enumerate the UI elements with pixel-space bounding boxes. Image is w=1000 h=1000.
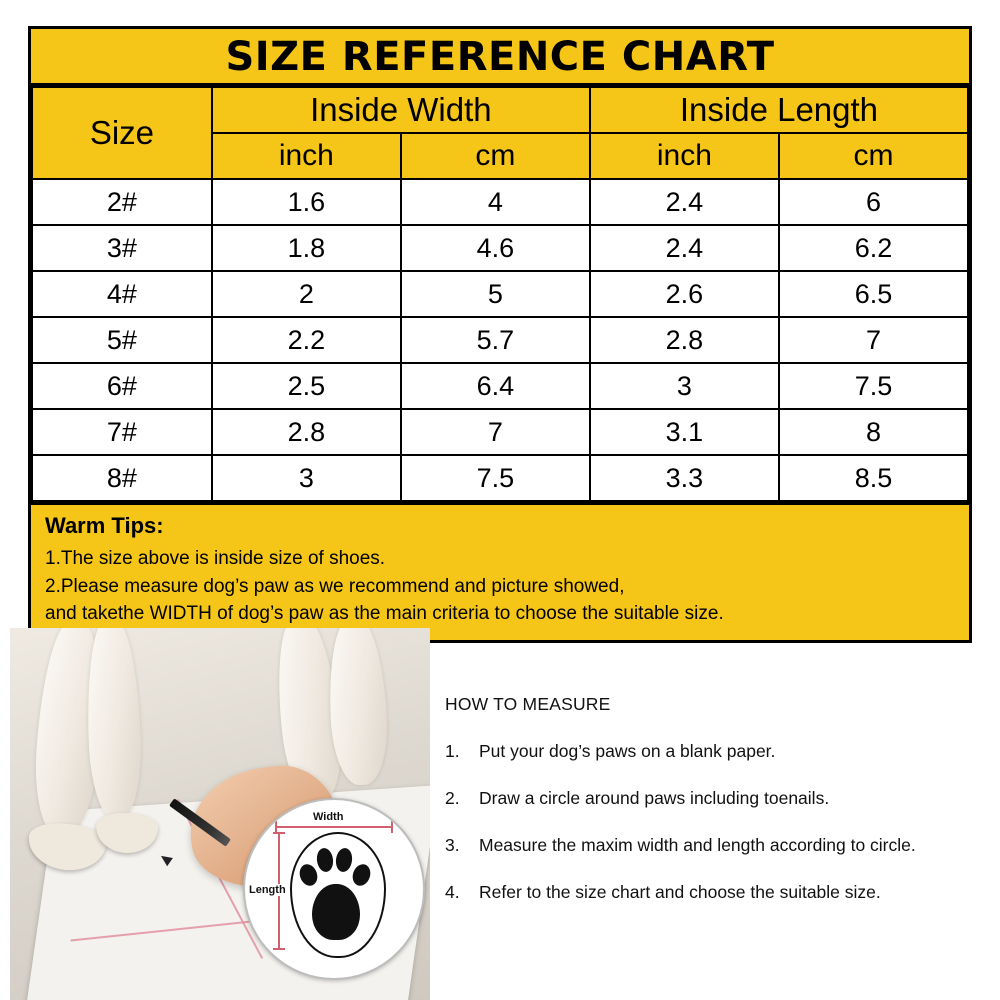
cell-width-cm: 7.5 [401,455,590,501]
table-header-row-1 [32,87,968,133]
cell-length-cm: 7.5 [779,363,968,409]
step-number: 4. [445,882,460,902]
cell-size: 8# [32,455,212,501]
step-text: Draw a circle around paws including toenails. [479,788,830,808]
size-table [31,86,969,502]
warm-tips-line-1: 1.The size above is inside size of shoes. [45,548,386,569]
cell-width-cm: 5.7 [401,317,590,363]
length-label: Length [249,884,286,896]
dog-paw-photo [10,628,430,1000]
width-label: Width [309,811,347,823]
length-arrow-top-head [273,832,285,834]
step-text: Refer to the size chart and choose the suitable size. [479,882,881,902]
step-number: 3. [445,835,460,855]
step-number: 2. [445,788,460,808]
step-text: Measure the maxim width and length according to circle. [479,835,916,855]
list-item [445,835,985,856]
table-row [32,409,968,455]
width-arrow-right-head [391,821,393,833]
header-size: Size [32,87,212,179]
cell-width-inch: 3 [212,455,401,501]
warm-tips-title: Warm Tips: [45,513,164,538]
cell-length-inch: 2.6 [590,271,779,317]
header-length-cm: cm [779,133,968,179]
cell-length-cm: 6.2 [779,225,968,271]
table-row [32,225,968,271]
chart-title: SIZE REFERENCE CHART [31,29,969,86]
cell-size: 3# [32,225,212,271]
cell-width-cm: 4 [401,179,590,225]
cell-length-cm: 6 [779,179,968,225]
header-width-inch: inch [212,133,401,179]
cell-width-inch: 1.6 [212,179,401,225]
cell-width-inch: 2 [212,271,401,317]
header-length-inch: inch [590,133,779,179]
cell-width-cm: 5 [401,271,590,317]
table-row [32,179,968,225]
how-to-measure-heading: HOW TO MEASURE [445,694,611,714]
list-item [445,882,985,903]
cell-size: 5# [32,317,212,363]
list-item [445,741,985,762]
instructions-list [445,694,985,929]
cell-width-inch: 1.8 [212,225,401,271]
cell-size: 4# [32,271,212,317]
step-number: 1. [445,741,460,761]
cell-width-cm: 4.6 [401,225,590,271]
length-arrow-bottom-head [273,948,285,950]
table-row [32,363,968,409]
cell-length-cm: 8.5 [779,455,968,501]
cell-length-cm: 8 [779,409,968,455]
warm-tips-line-2: 2.Please measure dog’s paw as we recommend and picture showed, [45,575,625,597]
cell-length-inch: 3.1 [590,409,779,455]
table-row [32,271,968,317]
cell-size: 6# [32,363,212,409]
header-width-cm: cm [401,133,590,179]
list-item [445,788,985,809]
how-to-measure-section [0,628,1000,1000]
cell-length-cm: 7 [779,317,968,363]
header-inside-width: Inside Width [212,87,590,133]
paw-print-icon [299,836,373,948]
measure-diagram-inset [243,798,425,980]
cell-width-inch: 2.5 [212,363,401,409]
size-reference-chart [28,26,972,643]
width-arrow-line [275,826,393,828]
header-inside-length: Inside Length [590,87,968,133]
cell-size: 7# [32,409,212,455]
cell-width-cm: 7 [401,409,590,455]
warm-tips-line-3: and takethe WIDTH of dog’s paw as the main criteria to choose the suitable size. [45,603,724,625]
cell-length-inch: 2.4 [590,225,779,271]
cell-width-cm: 6.4 [401,363,590,409]
cell-width-inch: 2.8 [212,409,401,455]
cell-length-inch: 3.3 [590,455,779,501]
table-row [32,317,968,363]
table-row [32,455,968,501]
warm-tips [31,502,969,640]
step-text: Put your dog’s paws on a blank paper. [479,741,776,761]
cell-length-inch: 2.8 [590,317,779,363]
cell-length-inch: 2.4 [590,179,779,225]
cell-length-cm: 6.5 [779,271,968,317]
cell-width-inch: 2.2 [212,317,401,363]
cell-size: 2# [32,179,212,225]
paw-main-pad [312,884,360,940]
cell-length-inch: 3 [590,363,779,409]
